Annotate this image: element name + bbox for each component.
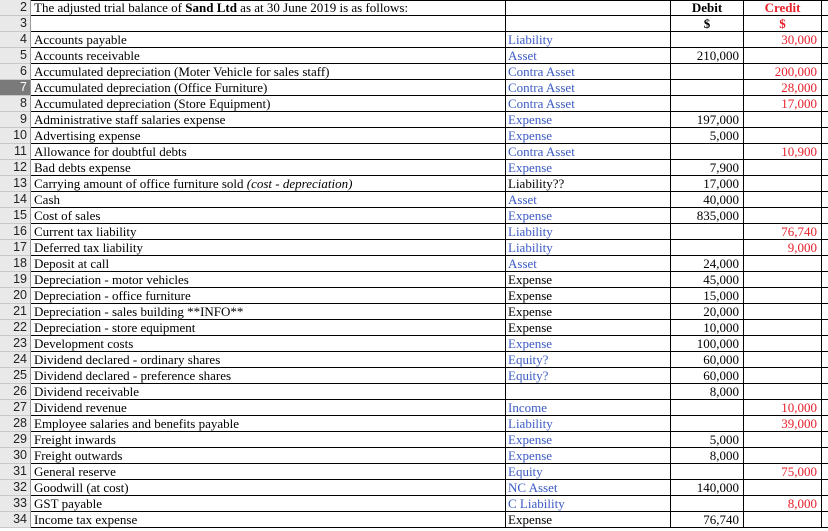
spare-cell[interactable] xyxy=(822,96,828,112)
classification-cell[interactable]: Equity? xyxy=(506,352,671,368)
account-name: Dividend revenue xyxy=(34,400,127,415)
account-name-cell[interactable] xyxy=(31,448,506,464)
account-name-cell[interactable] xyxy=(31,192,506,208)
account-name: Advertising expense xyxy=(34,128,141,143)
table-row xyxy=(0,320,828,336)
account-name: Depreciation - motor vehicles xyxy=(34,272,189,287)
credit-cell[interactable] xyxy=(744,480,822,496)
account-name: Depreciation - store equipment xyxy=(34,320,196,335)
debit-header[interactable]: Debit xyxy=(671,0,744,16)
table-row xyxy=(0,256,828,272)
account-name: Current tax liability xyxy=(34,224,137,239)
spare-cell[interactable] xyxy=(822,144,828,160)
row-header[interactable]: 12 xyxy=(0,160,31,176)
row-header[interactable]: 20 xyxy=(0,288,31,304)
classification-cell[interactable]: Expense xyxy=(506,112,671,128)
account-name-cell[interactable] xyxy=(31,400,506,416)
account-name-cell[interactable] xyxy=(31,240,506,256)
spare-cell[interactable] xyxy=(822,368,828,384)
classification-header-cell[interactable] xyxy=(506,0,671,16)
debit-cell[interactable] xyxy=(671,80,744,96)
row-header[interactable]: 29 xyxy=(0,432,31,448)
row-header[interactable]: 33 xyxy=(0,496,31,512)
classification-cell[interactable]: Contra Asset xyxy=(506,96,671,112)
account-name-cell[interactable] xyxy=(31,80,506,96)
spare-cell[interactable] xyxy=(822,0,828,16)
spare-cell[interactable] xyxy=(822,48,828,64)
credit-cell[interactable] xyxy=(744,320,822,336)
spare-cell[interactable] xyxy=(822,512,828,528)
row-header[interactable]: 6 xyxy=(0,64,31,80)
table-row xyxy=(0,432,828,448)
classification-cell[interactable]: Expense xyxy=(506,512,671,528)
classification-cell[interactable]: Expense xyxy=(506,160,671,176)
account-name: Dividend declared - preference shares xyxy=(34,368,232,383)
classification-cell[interactable]: Expense xyxy=(506,336,671,352)
credit-cell[interactable] xyxy=(744,288,822,304)
classification-cell[interactable]: Liability xyxy=(506,32,671,48)
account-name: GST payable xyxy=(34,496,102,511)
row-header[interactable]: 24 xyxy=(0,352,31,368)
spare-cell[interactable] xyxy=(822,224,828,240)
spare-cell[interactable] xyxy=(822,112,828,128)
debit-cell[interactable]: 60,000 xyxy=(671,352,744,368)
classification-cell[interactable]: Expense xyxy=(506,208,671,224)
table-row xyxy=(0,416,828,432)
table-row xyxy=(0,400,828,416)
debit-cell[interactable] xyxy=(671,32,744,48)
debit-unit[interactable]: $ xyxy=(671,16,744,32)
row-header[interactable]: 22 xyxy=(0,320,31,336)
debit-cell[interactable]: 15,000 xyxy=(671,288,744,304)
debit-cell[interactable]: 17,000 xyxy=(671,176,744,192)
row-header[interactable]: 32 xyxy=(0,480,31,496)
spare-cell[interactable] xyxy=(822,336,828,352)
debit-cell[interactable]: 76,740 xyxy=(671,512,744,528)
table-row xyxy=(0,448,828,464)
table-row xyxy=(0,128,828,144)
table-row xyxy=(0,496,828,512)
credit-cell[interactable]: 10,000 xyxy=(744,400,822,416)
debit-cell[interactable] xyxy=(671,416,744,432)
account-name: Accounts receivable xyxy=(34,48,140,63)
spare-cell[interactable] xyxy=(822,464,828,480)
credit-cell[interactable] xyxy=(744,128,822,144)
spare-cell[interactable] xyxy=(822,192,828,208)
account-name-cell[interactable] xyxy=(31,272,506,288)
spare-cell[interactable] xyxy=(822,128,828,144)
row-header[interactable]: 30 xyxy=(0,448,31,464)
table-row xyxy=(0,96,828,112)
account-name-cell[interactable] xyxy=(31,160,506,176)
table-row xyxy=(0,192,828,208)
table-row xyxy=(0,352,828,368)
credit-cell[interactable] xyxy=(744,336,822,352)
account-name: Income tax expense xyxy=(34,512,138,527)
debit-cell[interactable]: 20,000 xyxy=(671,304,744,320)
credit-header[interactable]: Credit xyxy=(744,0,822,16)
row-header[interactable]: 9 xyxy=(0,112,31,128)
debit-cell[interactable]: 7,900 xyxy=(671,160,744,176)
row-header[interactable]: 25 xyxy=(0,368,31,384)
classification-cell[interactable]: Liability xyxy=(506,240,671,256)
debit-cell[interactable]: 210,000 xyxy=(671,48,744,64)
debit-cell[interactable] xyxy=(671,144,744,160)
classification-cell[interactable]: Contra Asset xyxy=(506,144,671,160)
row-header[interactable]: 13 xyxy=(0,176,31,192)
unit-row xyxy=(0,16,828,32)
account-name: Depreciation - office furniture xyxy=(34,288,191,303)
account-name: Freight outwards xyxy=(34,448,123,463)
account-name: Administrative staff salaries expense xyxy=(34,112,226,127)
account-name-cell[interactable] xyxy=(31,512,506,528)
debit-cell[interactable]: 835,000 xyxy=(671,208,744,224)
table-row xyxy=(0,32,828,48)
spare-cell[interactable] xyxy=(822,240,828,256)
account-name: Allowance for doubtful debts xyxy=(34,144,187,159)
credit-cell[interactable]: 17,000 xyxy=(744,96,822,112)
spare-cell[interactable] xyxy=(822,176,828,192)
spare-cell[interactable] xyxy=(822,256,828,272)
title-prefix: The adjusted trial balance of xyxy=(34,0,186,15)
account-note: (cost - depreciation) xyxy=(243,176,353,191)
spare-cell[interactable] xyxy=(822,304,828,320)
debit-cell[interactable]: 140,000 xyxy=(671,480,744,496)
account-name-cell[interactable] xyxy=(31,320,506,336)
account-name: Bad debts expense xyxy=(34,160,131,175)
debit-cell[interactable]: 24,000 xyxy=(671,256,744,272)
spare-cell[interactable] xyxy=(822,32,828,48)
table-row xyxy=(0,144,828,160)
account-name-cell[interactable] xyxy=(31,352,506,368)
credit-cell[interactable] xyxy=(744,192,822,208)
credit-cell[interactable] xyxy=(744,256,822,272)
classification-cell[interactable]: C Liability xyxy=(506,496,671,512)
account-name: Deferred tax liability xyxy=(34,240,144,255)
account-name-cell[interactable] xyxy=(31,304,506,320)
row-header[interactable]: 26 xyxy=(0,384,31,400)
row-header[interactable]: 28 xyxy=(0,416,31,432)
debit-cell[interactable]: 197,000 xyxy=(671,112,744,128)
credit-cell[interactable]: 30,000 xyxy=(744,32,822,48)
classification-cell[interactable]: Income xyxy=(506,400,671,416)
debit-cell[interactable]: 100,000 xyxy=(671,336,744,352)
row-header[interactable]: 11 xyxy=(0,144,31,160)
debit-cell[interactable]: 10,000 xyxy=(671,320,744,336)
account-name: Accumulated depreciation (Moter Vehicle for sales staff) xyxy=(34,64,330,79)
account-name-cell[interactable] xyxy=(31,128,506,144)
table-row xyxy=(0,304,828,320)
credit-cell[interactable]: 9,000 xyxy=(744,240,822,256)
row-header[interactable]: 19 xyxy=(0,272,31,288)
classification-cell[interactable]: Equity? xyxy=(506,368,671,384)
account-name-cell[interactable] xyxy=(31,384,506,400)
account-name-cell[interactable] xyxy=(31,416,506,432)
classification-cell[interactable]: NC Asset xyxy=(506,480,671,496)
debit-cell[interactable] xyxy=(671,400,744,416)
classification-cell[interactable] xyxy=(506,384,671,400)
account-name-cell[interactable] xyxy=(31,48,506,64)
row-header[interactable]: 5 xyxy=(0,48,31,64)
row-header[interactable]: 7 xyxy=(0,80,31,96)
row-header[interactable]: 14 xyxy=(0,192,31,208)
row-header[interactable]: 21 xyxy=(0,304,31,320)
debit-cell[interactable]: 5,000 xyxy=(671,128,744,144)
account-name: Freight inwards xyxy=(34,432,116,447)
account-name-cell[interactable] xyxy=(31,32,506,48)
classification-cell[interactable]: Expense xyxy=(506,304,671,320)
account-name-cell[interactable] xyxy=(31,464,506,480)
account-name-cell[interactable] xyxy=(31,176,506,192)
table-row xyxy=(0,48,828,64)
spare-cell[interactable] xyxy=(822,320,828,336)
account-name-cell[interactable] xyxy=(31,496,506,512)
row-header[interactable]: 23 xyxy=(0,336,31,352)
account-name: Carrying amount of office furniture sold xyxy=(34,176,244,191)
account-name: General reserve xyxy=(34,464,116,479)
row-header[interactable]: 15 xyxy=(0,208,31,224)
spare-cell[interactable] xyxy=(822,480,828,496)
account-name-cell[interactable] xyxy=(31,368,506,384)
table-row xyxy=(0,480,828,496)
empty-cell[interactable] xyxy=(31,16,506,32)
debit-cell[interactable]: 5,000 xyxy=(671,432,744,448)
account-name: Dividend declared - ordinary shares xyxy=(34,352,221,367)
classification-cell[interactable]: Liability xyxy=(506,416,671,432)
table-row xyxy=(0,336,828,352)
account-name: Accounts payable xyxy=(34,32,127,47)
debit-cell[interactable]: 60,000 xyxy=(671,368,744,384)
table-row xyxy=(0,384,828,400)
debit-cell[interactable] xyxy=(671,96,744,112)
credit-cell[interactable] xyxy=(744,272,822,288)
classification-cell[interactable]: Liability?? xyxy=(506,176,671,192)
debit-cell[interactable] xyxy=(671,64,744,80)
classification-cell[interactable]: Expense xyxy=(506,272,671,288)
classification-cell[interactable]: Contra Asset xyxy=(506,64,671,80)
account-name: Dividend receivable xyxy=(34,384,140,399)
credit-cell[interactable] xyxy=(744,112,822,128)
account-name: Deposit at call xyxy=(34,256,110,271)
account-name-cell[interactable] xyxy=(31,288,506,304)
credit-cell[interactable] xyxy=(744,352,822,368)
credit-cell[interactable] xyxy=(744,368,822,384)
spare-cell[interactable] xyxy=(822,416,828,432)
table-row xyxy=(0,512,828,528)
credit-cell[interactable]: 200,000 xyxy=(744,64,822,80)
row-header[interactable]: 34 xyxy=(0,512,31,528)
account-name-cell[interactable] xyxy=(31,64,506,80)
credit-cell[interactable] xyxy=(744,384,822,400)
account-name-cell[interactable] xyxy=(31,256,506,272)
table-row xyxy=(0,112,828,128)
table-row xyxy=(0,224,828,240)
table-row xyxy=(0,64,828,80)
spare-cell[interactable] xyxy=(822,208,828,224)
spare-cell[interactable] xyxy=(822,400,828,416)
spare-cell[interactable] xyxy=(822,352,828,368)
credit-cell[interactable]: 10,900 xyxy=(744,144,822,160)
spare-cell[interactable] xyxy=(822,384,828,400)
spare-cell[interactable] xyxy=(822,80,828,96)
credit-cell[interactable]: 75,000 xyxy=(744,464,822,480)
classification-cell[interactable]: Expense xyxy=(506,432,671,448)
account-name: Goodwill (at cost) xyxy=(34,480,129,495)
account-name: Cost of sales xyxy=(34,208,101,223)
credit-cell[interactable] xyxy=(744,432,822,448)
table-row xyxy=(0,464,828,480)
account-name-cell[interactable] xyxy=(31,144,506,160)
credit-cell[interactable]: 8,000 xyxy=(744,496,822,512)
account-name: Accumulated depreciation (Office Furniture) xyxy=(34,80,268,95)
account-name-cell[interactable] xyxy=(31,336,506,352)
classification-cell[interactable]: Asset xyxy=(506,192,671,208)
account-name-cell[interactable] xyxy=(31,112,506,128)
classification-cell[interactable]: Expense xyxy=(506,128,671,144)
row-header[interactable]: 31 xyxy=(0,464,31,480)
debit-cell[interactable] xyxy=(671,224,744,240)
credit-unit[interactable]: $ xyxy=(744,16,822,32)
account-name: Employee salaries and benefits payable xyxy=(34,416,240,431)
empty-cell[interactable] xyxy=(506,16,671,32)
spare-cell[interactable] xyxy=(822,16,828,32)
row-header[interactable]: 2 xyxy=(0,0,31,16)
debit-cell[interactable]: 8,000 xyxy=(671,384,744,400)
spare-cell[interactable] xyxy=(822,64,828,80)
credit-cell[interactable] xyxy=(744,512,822,528)
title-suffix: as at 30 June 2019 is as follows: xyxy=(236,0,409,15)
classification-cell[interactable]: Equity xyxy=(506,464,671,480)
credit-cell[interactable] xyxy=(744,160,822,176)
debit-cell[interactable]: 45,000 xyxy=(671,272,744,288)
header-row xyxy=(0,0,828,16)
row-header[interactable]: 8 xyxy=(0,96,31,112)
classification-cell[interactable]: Asset xyxy=(506,256,671,272)
credit-cell[interactable] xyxy=(744,48,822,64)
account-name: Depreciation - sales building **INFO** xyxy=(34,304,244,319)
spare-cell[interactable] xyxy=(822,272,828,288)
classification-cell[interactable]: Asset xyxy=(506,48,671,64)
account-name-cell[interactable] xyxy=(31,480,506,496)
classification-cell[interactable]: Expense xyxy=(506,288,671,304)
spare-cell[interactable] xyxy=(822,496,828,512)
company-name: Sand Ltd xyxy=(185,0,237,15)
account-name-cell[interactable] xyxy=(31,224,506,240)
table-row xyxy=(0,208,828,224)
table-row xyxy=(0,368,828,384)
credit-cell[interactable] xyxy=(744,176,822,192)
row-header[interactable]: 3 xyxy=(0,16,31,32)
credit-cell[interactable]: 39,000 xyxy=(744,416,822,432)
title-cell[interactable] xyxy=(31,0,506,16)
debit-cell[interactable] xyxy=(671,496,744,512)
account-name: Cash xyxy=(34,192,60,207)
account-name-cell[interactable] xyxy=(31,208,506,224)
table-row xyxy=(0,288,828,304)
classification-cell[interactable]: Contra Asset xyxy=(506,80,671,96)
debit-cell[interactable] xyxy=(671,464,744,480)
row-header[interactable]: 18 xyxy=(0,256,31,272)
table-row xyxy=(0,176,828,192)
spare-cell[interactable] xyxy=(822,448,828,464)
table-row xyxy=(0,80,828,96)
table-row xyxy=(0,160,828,176)
row-header[interactable]: 10 xyxy=(0,128,31,144)
row-header[interactable]: 17 xyxy=(0,240,31,256)
row-header[interactable]: 16 xyxy=(0,224,31,240)
account-name: Accumulated depreciation (Store Equipment) xyxy=(34,96,271,111)
debit-cell[interactable] xyxy=(671,240,744,256)
spare-cell[interactable] xyxy=(822,160,828,176)
account-name: Development costs xyxy=(34,336,134,351)
spare-cell[interactable] xyxy=(822,432,828,448)
credit-cell[interactable] xyxy=(744,448,822,464)
credit-cell[interactable]: 28,000 xyxy=(744,80,822,96)
credit-cell[interactable] xyxy=(744,208,822,224)
row-header[interactable]: 4 xyxy=(0,32,31,48)
classification-cell[interactable]: Expense xyxy=(506,448,671,464)
table-row xyxy=(0,272,828,288)
debit-cell[interactable]: 40,000 xyxy=(671,192,744,208)
spare-cell[interactable] xyxy=(822,288,828,304)
row-header[interactable]: 27 xyxy=(0,400,31,416)
account-name-cell[interactable] xyxy=(31,432,506,448)
credit-cell[interactable] xyxy=(744,304,822,320)
debit-cell[interactable]: 8,000 xyxy=(671,448,744,464)
credit-cell[interactable]: 76,740 xyxy=(744,224,822,240)
account-name-cell[interactable] xyxy=(31,96,506,112)
classification-cell[interactable]: Liability xyxy=(506,224,671,240)
classification-cell[interactable]: Expense xyxy=(506,320,671,336)
table-row xyxy=(0,240,828,256)
